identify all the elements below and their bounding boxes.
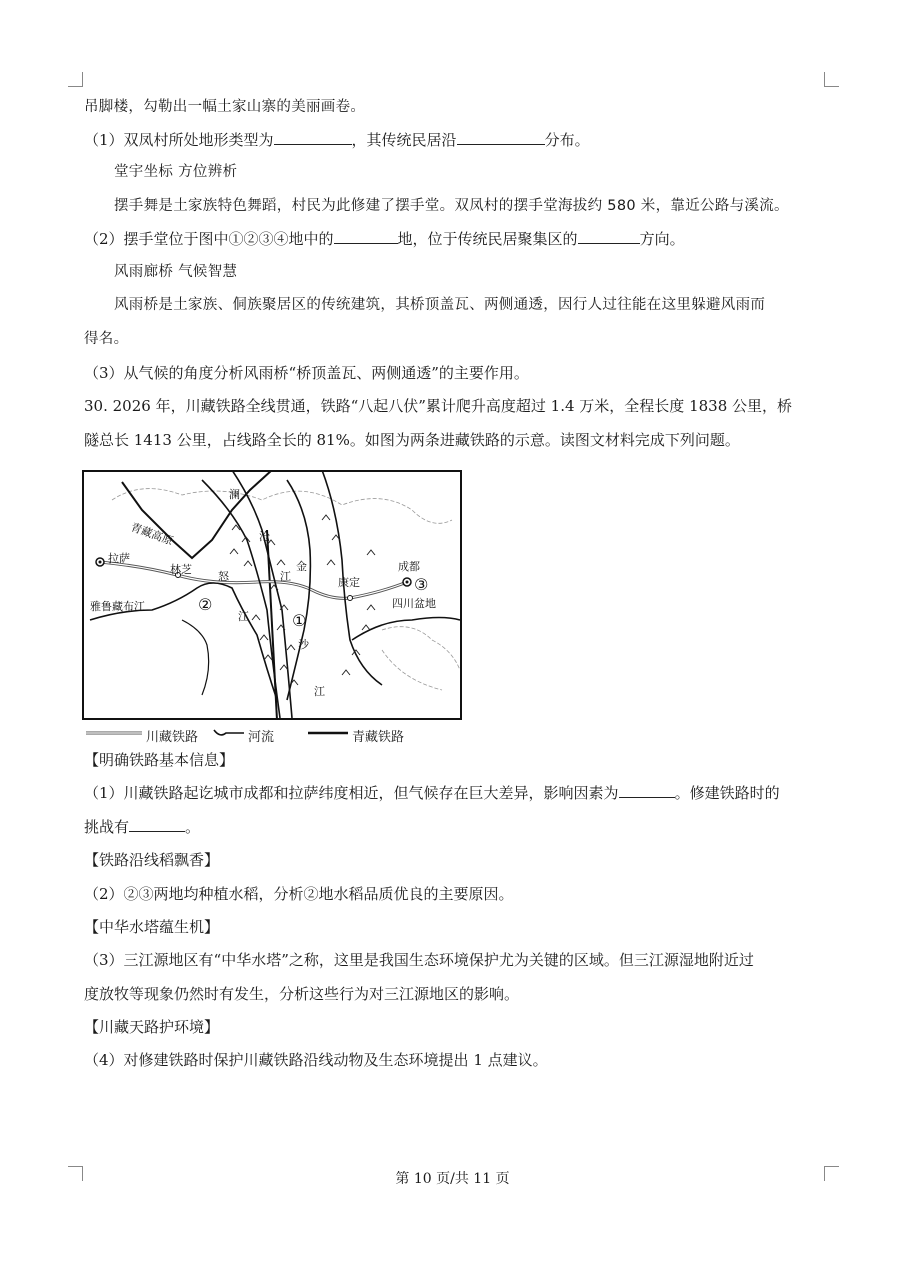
question-text: （2）摆手堂位于图中①②③④地中的: [84, 230, 334, 248]
section-heading: 【明确铁路基本信息】: [84, 751, 235, 769]
section-heading: 【铁路沿线稻飘香】: [84, 851, 220, 869]
answer-blank[interactable]: [457, 130, 545, 145]
text-line: 得名。: [84, 331, 129, 347]
crop-mark-top-right: [824, 72, 839, 87]
question-text: 地，位于传统民居聚集区的: [397, 230, 578, 248]
text-line: 吊脚楼，勾勒出一幅土家山寨的美丽画卷。: [84, 99, 366, 115]
answer-blank[interactable]: [578, 229, 640, 244]
question-text: 挑战有: [84, 818, 130, 836]
question-1-line: [84, 130, 590, 150]
answer-blank[interactable]: [334, 229, 398, 244]
qinghai-tibet-railway-symbol: [306, 728, 350, 738]
section-heading: 【中华水塔蕴生机】: [84, 918, 220, 936]
map-label-jin: 金: [296, 560, 307, 573]
map-label-river-char: 江: [314, 685, 325, 698]
legend-qinghai-tibet-railway: 青藏铁路: [352, 730, 405, 745]
crop-mark-top-left: [68, 72, 83, 87]
text-line: 风雨桥是土家族、侗族聚居区的传统建筑，其桥顶盖瓦、两侧通透，因行人过往能在这里躲避风雨而: [114, 297, 766, 313]
legend-sichuan-tibet-railway: 川藏铁路: [146, 730, 199, 745]
map-legend: [84, 724, 464, 744]
question-text: 。: [185, 818, 201, 836]
map-label-river-char: 江: [280, 570, 291, 583]
map-label-sha: 沙: [298, 638, 309, 651]
answer-blank[interactable]: [274, 130, 352, 145]
railway-map: [82, 470, 462, 720]
map-label-sichuan-basin: 四川盆地: [392, 597, 436, 610]
river-symbol: [212, 726, 246, 740]
legend-river: 河流: [248, 730, 275, 745]
question-text: 方向。: [639, 230, 685, 248]
question-30-2-line: （2）②③两地均种植水稻，分析②地水稻品质优良的主要原因。: [84, 885, 514, 903]
question-text: （1）双凤村所处地形类型为: [84, 131, 274, 149]
map-label-site-2: ②: [198, 595, 213, 614]
question-30-4-line: （4）对修建铁路时保护川藏铁路沿线动物及生态环境提出 1 点建议。: [84, 1051, 548, 1069]
map-label-lhasa: 拉萨: [108, 552, 130, 565]
question-30-1-line: [84, 817, 200, 837]
question-30-3-line: 度放牧等现象仍然时有发生，分析这些行为对三江源地区的影响。: [84, 985, 520, 1003]
question-text: 分布。: [544, 131, 590, 149]
map-label-site-3: ③: [414, 575, 429, 594]
map-label-river-char: 江: [238, 610, 249, 623]
map-label-site-1: ①: [292, 611, 307, 630]
question-30-line: 隧总长 1413 公里，占线路全长的 81%。如图为两条进藏铁路的示意。读图文材料完成下列问题。: [84, 431, 740, 449]
section-heading: 堂宇坐标 方位辨析: [114, 164, 238, 180]
map-label-cang: 沧: [259, 530, 270, 543]
text-line: 摆手舞是土家族特色舞蹈，村民为此修建了摆手堂。双凤村的摆手堂海拔约 580 米，靠近公路与溪流。: [114, 198, 789, 214]
answer-blank[interactable]: [619, 783, 675, 798]
map-label-kangding: 康定: [338, 576, 360, 589]
map-label-chengdu: 成都: [398, 560, 420, 573]
question-2-line: [84, 229, 685, 249]
map-label-nyingchi: 林芝: [170, 563, 192, 576]
answer-blank[interactable]: [129, 817, 185, 832]
question-30-1-line: [84, 783, 780, 803]
question-30-3-line: （3）三江源地区有“中华水塔”之称，这里是我国生态环境保护尤为关键的区域。但三江源湿地附近过: [84, 951, 754, 969]
section-heading: 【川藏天路护环境】: [84, 1018, 220, 1036]
question-text: 。修建铁路时的: [674, 784, 780, 802]
map-label-yarlung-tsangpo: 雅鲁藏布江: [90, 600, 145, 613]
section-heading: 风雨廊桥 气候智慧: [114, 264, 238, 280]
page-number: 第 10 页/共 11 页: [395, 1171, 510, 1187]
question-text: （1）川藏铁路起讫城市成都和拉萨纬度相近，但气候存在巨大差异，影响因素为: [84, 784, 619, 802]
sichuan-tibet-railway-symbol: [84, 728, 144, 738]
question-text: ，其传统民居沿: [351, 131, 457, 149]
map-label-qinghai-tibet-plateau: 青藏高原: [128, 520, 175, 548]
question-30-line: 30. 2026 年，川藏铁路全线贯通，铁路“八起八伏”累计爬升高度超过 1.4 万米，全程长度 1838 公里，桥: [84, 397, 793, 415]
map-label-nu: 怒: [218, 570, 229, 583]
question-3-line: （3）从气候的角度分析风雨桥“桥顶盖瓦、两侧通透”的主要作用。: [84, 364, 529, 382]
map-label-lan: 澜: [229, 488, 240, 501]
